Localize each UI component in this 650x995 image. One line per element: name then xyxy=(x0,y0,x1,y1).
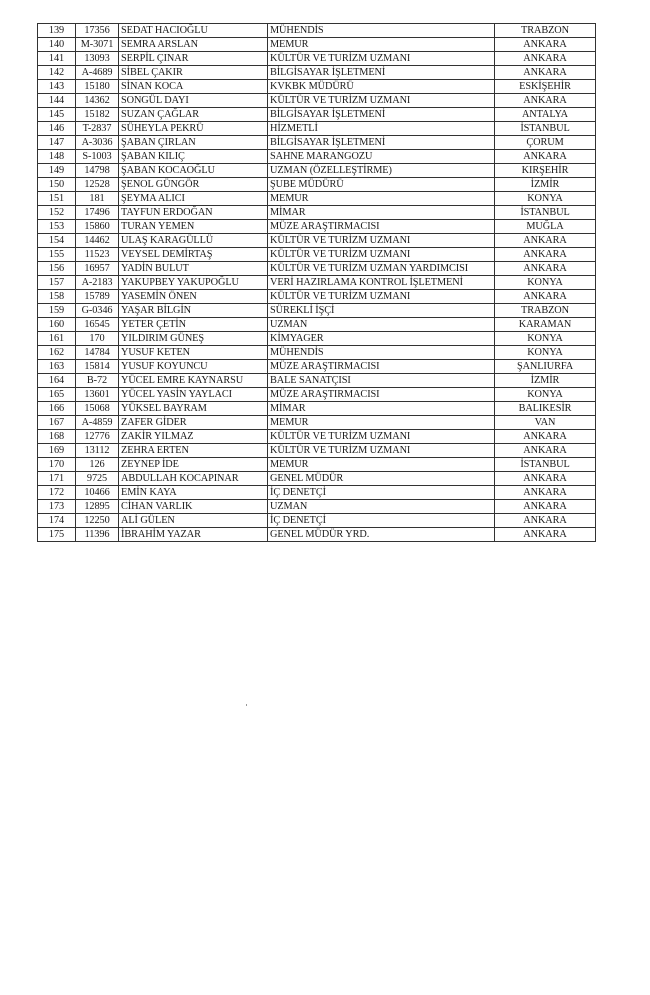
city-cell: ANKARA xyxy=(495,290,596,304)
city-cell: ANKARA xyxy=(495,66,596,80)
row-number-cell: 154 xyxy=(38,234,76,248)
full-name-cell: YÜKSEL BAYRAM xyxy=(119,402,268,416)
job-title-cell: MÜHENDİS xyxy=(268,24,495,38)
table-row xyxy=(38,192,596,206)
row-number-cell: 151 xyxy=(38,192,76,206)
registry-number-cell: S-1003 xyxy=(76,150,119,164)
row-number-cell: 173 xyxy=(38,500,76,514)
full-name-cell: YETER ÇETİN xyxy=(119,318,268,332)
table-row xyxy=(38,220,596,234)
full-name-cell: ZEYNEP İDE xyxy=(119,458,268,472)
city-cell: ÇORUM xyxy=(495,136,596,150)
city-cell: KONYA xyxy=(495,276,596,290)
job-title-cell: MÜZE ARAŞTIRMACISI xyxy=(268,220,495,234)
table-row xyxy=(38,66,596,80)
row-number-cell: 143 xyxy=(38,80,76,94)
full-name-cell: SONGÜL DAYI xyxy=(119,94,268,108)
job-title-cell: SAHNE MARANGOZU xyxy=(268,150,495,164)
full-name-cell: YAKUPBEY YAKUPOĞLU xyxy=(119,276,268,290)
city-cell: İSTANBUL xyxy=(495,206,596,220)
full-name-cell: YILDIRIM GÜNEŞ xyxy=(119,332,268,346)
row-number-cell: 162 xyxy=(38,346,76,360)
table-row xyxy=(38,290,596,304)
full-name-cell: YAŞAR BİLGİN xyxy=(119,304,268,318)
city-cell: ANKARA xyxy=(495,150,596,164)
full-name-cell: ŞEYMA ALICI xyxy=(119,192,268,206)
full-name-cell: ABDULLAH KOCAPINAR xyxy=(119,472,268,486)
job-title-cell: KVKBK MÜDÜRÜ xyxy=(268,80,495,94)
city-cell: İSTANBUL xyxy=(495,458,596,472)
city-cell: KARAMAN xyxy=(495,318,596,332)
full-name-cell: YÜCEL EMRE KAYNARSU xyxy=(119,374,268,388)
full-name-cell: VEYSEL DEMİRTAŞ xyxy=(119,248,268,262)
registry-number-cell: T-2837 xyxy=(76,122,119,136)
registry-number-cell: A-2183 xyxy=(76,276,119,290)
city-cell: ANTALYA xyxy=(495,108,596,122)
job-title-cell: UZMAN (ÖZELLEŞTİRME) xyxy=(268,164,495,178)
city-cell: İSTANBUL xyxy=(495,122,596,136)
table-row xyxy=(38,472,596,486)
full-name-cell: ALİ GÜLEN xyxy=(119,514,268,528)
table-row xyxy=(38,234,596,248)
table-row xyxy=(38,514,596,528)
table-row xyxy=(38,332,596,346)
row-number-cell: 169 xyxy=(38,444,76,458)
table-row xyxy=(38,108,596,122)
full-name-cell: ŞABAN ÇIRLAN xyxy=(119,136,268,150)
registry-number-cell: 15182 xyxy=(76,108,119,122)
table-row xyxy=(38,528,596,542)
registry-number-cell: 13601 xyxy=(76,388,119,402)
city-cell: KONYA xyxy=(495,192,596,206)
job-title-cell: MEMUR xyxy=(268,416,495,430)
registry-number-cell: G-0346 xyxy=(76,304,119,318)
registry-number-cell: 181 xyxy=(76,192,119,206)
registry-number-cell: 9725 xyxy=(76,472,119,486)
registry-number-cell: 16545 xyxy=(76,318,119,332)
table-row xyxy=(38,444,596,458)
city-cell: ANKARA xyxy=(495,500,596,514)
job-title-cell: İÇ DENETÇİ xyxy=(268,514,495,528)
row-number-cell: 158 xyxy=(38,290,76,304)
scan-speck xyxy=(246,704,247,706)
full-name-cell: ZEHRA ERTEN xyxy=(119,444,268,458)
row-number-cell: 174 xyxy=(38,514,76,528)
full-name-cell: TAYFUN ERDOĞAN xyxy=(119,206,268,220)
job-title-cell: GENEL MÜDÜR xyxy=(268,472,495,486)
registry-number-cell: 12776 xyxy=(76,430,119,444)
city-cell: ANKARA xyxy=(495,234,596,248)
table-row xyxy=(38,346,596,360)
table-row xyxy=(38,80,596,94)
row-number-cell: 150 xyxy=(38,178,76,192)
full-name-cell: ZAKİR YILMAZ xyxy=(119,430,268,444)
full-name-cell: SEMRA ARSLAN xyxy=(119,38,268,52)
row-number-cell: 144 xyxy=(38,94,76,108)
full-name-cell: SEDAT HACIOĞLU xyxy=(119,24,268,38)
registry-number-cell: 14362 xyxy=(76,94,119,108)
registry-number-cell: A-3036 xyxy=(76,136,119,150)
full-name-cell: ŞABAN KILIÇ xyxy=(119,150,268,164)
table-row xyxy=(38,486,596,500)
row-number-cell: 142 xyxy=(38,66,76,80)
row-number-cell: 157 xyxy=(38,276,76,290)
job-title-cell: MÜHENDİS xyxy=(268,346,495,360)
registry-number-cell: 15789 xyxy=(76,290,119,304)
city-cell: MUĞLA xyxy=(495,220,596,234)
city-cell: ANKARA xyxy=(495,486,596,500)
registry-number-cell: 170 xyxy=(76,332,119,346)
full-name-cell: YÜCEL YASİN YAYLACI xyxy=(119,388,268,402)
city-cell: ANKARA xyxy=(495,444,596,458)
table-row xyxy=(38,388,596,402)
city-cell: ANKARA xyxy=(495,262,596,276)
city-cell: BALIKESİR xyxy=(495,402,596,416)
registry-number-cell: A-4689 xyxy=(76,66,119,80)
job-title-cell: KÜLTÜR VE TURİZM UZMANI xyxy=(268,430,495,444)
full-name-cell: ŞABAN KOCAOĞLU xyxy=(119,164,268,178)
table-row xyxy=(38,206,596,220)
table-row xyxy=(38,276,596,290)
city-cell: TRABZON xyxy=(495,24,596,38)
registry-number-cell: 14462 xyxy=(76,234,119,248)
job-title-cell: BİLGİSAYAR İŞLETMENİ xyxy=(268,66,495,80)
job-title-cell: MİMAR xyxy=(268,402,495,416)
row-number-cell: 166 xyxy=(38,402,76,416)
registry-number-cell: 10466 xyxy=(76,486,119,500)
job-title-cell: BİLGİSAYAR İŞLETMENİ xyxy=(268,108,495,122)
full-name-cell: YUSUF KETEN xyxy=(119,346,268,360)
row-number-cell: 167 xyxy=(38,416,76,430)
row-number-cell: 159 xyxy=(38,304,76,318)
job-title-cell: MEMUR xyxy=(268,458,495,472)
job-title-cell: KÜLTÜR VE TURİZM UZMANI xyxy=(268,234,495,248)
city-cell: ANKARA xyxy=(495,528,596,542)
job-title-cell: GENEL MÜDÜR YRD. xyxy=(268,528,495,542)
row-number-cell: 160 xyxy=(38,318,76,332)
city-cell: KONYA xyxy=(495,332,596,346)
row-number-cell: 170 xyxy=(38,458,76,472)
registry-number-cell: 12250 xyxy=(76,514,119,528)
job-title-cell: KÜLTÜR VE TURİZM UZMANI xyxy=(268,52,495,66)
table-row xyxy=(38,360,596,374)
table-row xyxy=(38,38,596,52)
city-cell: İZMİR xyxy=(495,374,596,388)
job-title-cell: UZMAN xyxy=(268,318,495,332)
row-number-cell: 152 xyxy=(38,206,76,220)
registry-number-cell: 14784 xyxy=(76,346,119,360)
registry-number-cell: 12895 xyxy=(76,500,119,514)
registry-number-cell: A-4859 xyxy=(76,416,119,430)
city-cell: KONYA xyxy=(495,346,596,360)
registry-number-cell: 11523 xyxy=(76,248,119,262)
job-title-cell: VERİ HAZIRLAMA KONTROL İŞLETMENİ xyxy=(268,276,495,290)
registry-number-cell: 14798 xyxy=(76,164,119,178)
city-cell: ANKARA xyxy=(495,94,596,108)
city-cell: ANKARA xyxy=(495,52,596,66)
job-title-cell: SÜREKLİ İŞÇİ xyxy=(268,304,495,318)
full-name-cell: TURAN YEMEN xyxy=(119,220,268,234)
full-name-cell: İBRAHİM YAZAR xyxy=(119,528,268,542)
registry-number-cell: 15180 xyxy=(76,80,119,94)
city-cell: ANKARA xyxy=(495,430,596,444)
row-number-cell: 146 xyxy=(38,122,76,136)
full-name-cell: SERPİL ÇINAR xyxy=(119,52,268,66)
job-title-cell: KÜLTÜR VE TURİZM UZMAN YARDIMCISI xyxy=(268,262,495,276)
city-cell: İZMİR xyxy=(495,178,596,192)
full-name-cell: SÜHEYLA PEKRÜ xyxy=(119,122,268,136)
job-title-cell: MEMUR xyxy=(268,192,495,206)
registry-number-cell: 15860 xyxy=(76,220,119,234)
city-cell: ANKARA xyxy=(495,248,596,262)
job-title-cell: KİMYAGER xyxy=(268,332,495,346)
job-title-cell: MİMAR xyxy=(268,206,495,220)
job-title-cell: KÜLTÜR VE TURİZM UZMANI xyxy=(268,290,495,304)
row-number-cell: 168 xyxy=(38,430,76,444)
registry-number-cell: M-3071 xyxy=(76,38,119,52)
row-number-cell: 141 xyxy=(38,52,76,66)
row-number-cell: 149 xyxy=(38,164,76,178)
row-number-cell: 140 xyxy=(38,38,76,52)
full-name-cell: SİBEL ÇAKIR xyxy=(119,66,268,80)
table-row xyxy=(38,318,596,332)
full-name-cell: YASEMİN ÖNEN xyxy=(119,290,268,304)
full-name-cell: ULAŞ KARAGÜLLÜ xyxy=(119,234,268,248)
registry-number-cell: 12528 xyxy=(76,178,119,192)
registry-number-cell: 13112 xyxy=(76,444,119,458)
table-row xyxy=(38,500,596,514)
personnel-table-body xyxy=(38,24,596,542)
row-number-cell: 145 xyxy=(38,108,76,122)
city-cell: VAN xyxy=(495,416,596,430)
row-number-cell: 165 xyxy=(38,388,76,402)
city-cell: ANKARA xyxy=(495,38,596,52)
job-title-cell: UZMAN xyxy=(268,500,495,514)
row-number-cell: 147 xyxy=(38,136,76,150)
full-name-cell: SUZAN ÇAĞLAR xyxy=(119,108,268,122)
row-number-cell: 161 xyxy=(38,332,76,346)
table-row xyxy=(38,304,596,318)
registry-number-cell: 15068 xyxy=(76,402,119,416)
table-row xyxy=(38,24,596,38)
row-number-cell: 163 xyxy=(38,360,76,374)
job-title-cell: BİLGİSAYAR İŞLETMENİ xyxy=(268,136,495,150)
job-title-cell: İÇ DENETÇİ xyxy=(268,486,495,500)
job-title-cell: HİZMETLİ xyxy=(268,122,495,136)
job-title-cell: MÜZE ARAŞTIRMACISI xyxy=(268,388,495,402)
city-cell: ANKARA xyxy=(495,472,596,486)
table-row xyxy=(38,248,596,262)
registry-number-cell: 11396 xyxy=(76,528,119,542)
city-cell: ANKARA xyxy=(495,514,596,528)
table-row xyxy=(38,178,596,192)
city-cell: KONYA xyxy=(495,388,596,402)
table-row xyxy=(38,430,596,444)
full-name-cell: YADİN BULUT xyxy=(119,262,268,276)
job-title-cell: ŞUBE MÜDÜRÜ xyxy=(268,178,495,192)
personnel-table xyxy=(37,23,596,542)
table-row xyxy=(38,164,596,178)
table-row xyxy=(38,416,596,430)
job-title-cell: MEMUR xyxy=(268,38,495,52)
table-row xyxy=(38,458,596,472)
registry-number-cell: 13093 xyxy=(76,52,119,66)
job-title-cell: KÜLTÜR VE TURİZM UZMANI xyxy=(268,444,495,458)
row-number-cell: 153 xyxy=(38,220,76,234)
table-row xyxy=(38,262,596,276)
city-cell: TRABZON xyxy=(495,304,596,318)
job-title-cell: MÜZE ARAŞTIRMACISI xyxy=(268,360,495,374)
full-name-cell: CİHAN VARLIK xyxy=(119,500,268,514)
row-number-cell: 171 xyxy=(38,472,76,486)
job-title-cell: KÜLTÜR VE TURİZM UZMANI xyxy=(268,248,495,262)
job-title-cell: BALE SANATÇISI xyxy=(268,374,495,388)
row-number-cell: 172 xyxy=(38,486,76,500)
registry-number-cell: 17496 xyxy=(76,206,119,220)
full-name-cell: YUSUF KOYUNCU xyxy=(119,360,268,374)
full-name-cell: ŞENOL GÜNGÖR xyxy=(119,178,268,192)
city-cell: ESKİŞEHİR xyxy=(495,80,596,94)
job-title-cell: KÜLTÜR VE TURİZM UZMANI xyxy=(268,94,495,108)
registry-number-cell: 17356 xyxy=(76,24,119,38)
row-number-cell: 148 xyxy=(38,150,76,164)
full-name-cell: SİNAN KOCA xyxy=(119,80,268,94)
table-row xyxy=(38,94,596,108)
registry-number-cell: B-72 xyxy=(76,374,119,388)
full-name-cell: EMİN KAYA xyxy=(119,486,268,500)
table-row xyxy=(38,374,596,388)
table-row xyxy=(38,52,596,66)
registry-number-cell: 16957 xyxy=(76,262,119,276)
row-number-cell: 175 xyxy=(38,528,76,542)
table-row xyxy=(38,136,596,150)
table-row xyxy=(38,150,596,164)
row-number-cell: 164 xyxy=(38,374,76,388)
full-name-cell: ZAFER GİDER xyxy=(119,416,268,430)
city-cell: KIRŞEHİR xyxy=(495,164,596,178)
registry-number-cell: 126 xyxy=(76,458,119,472)
table-row xyxy=(38,402,596,416)
city-cell: ŞANLIURFA xyxy=(495,360,596,374)
row-number-cell: 156 xyxy=(38,262,76,276)
registry-number-cell: 15814 xyxy=(76,360,119,374)
row-number-cell: 139 xyxy=(38,24,76,38)
table-row xyxy=(38,122,596,136)
row-number-cell: 155 xyxy=(38,248,76,262)
